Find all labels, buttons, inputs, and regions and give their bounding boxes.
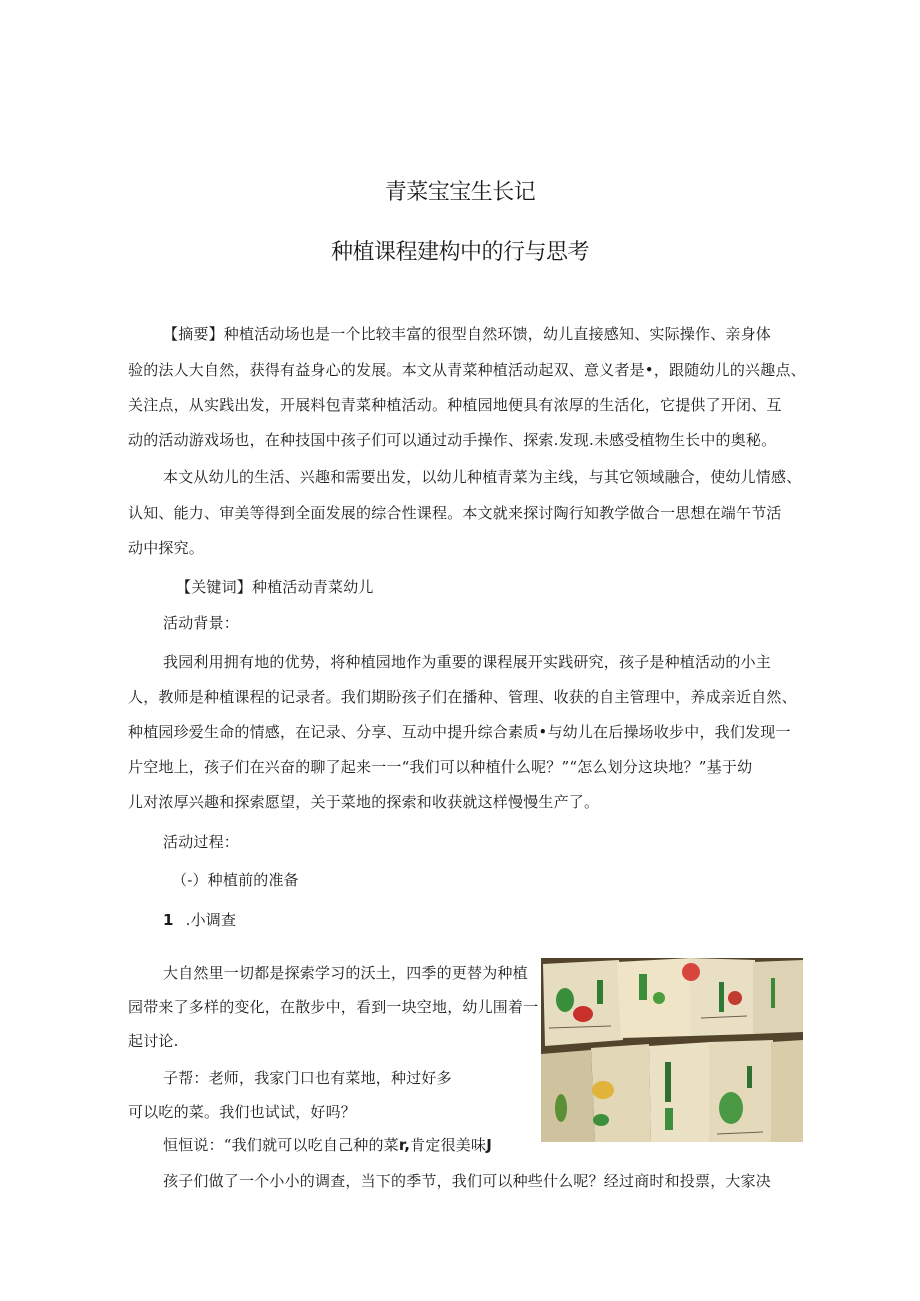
dialog-text: J <box>486 1136 492 1154</box>
body-line: 孩子们做了一个小小的调查，当下的季节，我们可以种些什么呢？经过商时和投票，大家决 <box>163 1172 772 1190</box>
survey-line: 大自然里一切都是探索学习的沃土，四季的更替为种植 <box>163 964 528 982</box>
abstract-line: 关注点，从实践出发，开展料包青菜种植活动。种植园地便具有浓厚的生活化，它提供了开闭、互 <box>128 396 782 414</box>
abstract-line: 验的法人大自然，获得有益身心的发展。本文从青菜种植活动起双、意义者是•，跟随幼儿的兴趣点、 <box>128 361 806 379</box>
document-title: 青菜宝宝生长记 <box>384 180 536 205</box>
children-drawings-photo <box>541 958 803 1142</box>
dialog-text: r, <box>398 1136 411 1154</box>
subsection-number: 1 <box>163 911 174 929</box>
background-line: 儿对浓厚兴趣和探索愿望，关于菜地的探索和收获就这样慢慢生产了。 <box>128 793 600 811</box>
background-heading: 活动背景： <box>163 614 240 632</box>
process-heading: 活动过程： <box>163 833 240 851</box>
intro-line: 本文从幼儿的生活、兴趣和需要出发，以幼儿种植青菜为主线，与其它领域融合，使幼儿情感、 <box>163 468 802 486</box>
dialog-line: 可以吃的菜。我们也试试，好吗？ <box>128 1103 357 1121</box>
background-line: 人，教师是种植课程的记录者。我们期盼孩子们在播种、管理、收获的自主管理中，养成亲近自然、 <box>128 688 797 706</box>
abstract-line: 动的活动游戏场也，在种技国中孩子们可以通过动手操作、探索.发现.未感受植物生长中的奥秘。 <box>128 431 777 449</box>
intro-line: 认知、能力、审美等得到全面发展的综合性课程。本文就来探讨陶行知教学做合一思想在端午节活 <box>128 504 782 522</box>
section-heading: （-）种植前的准备 <box>172 871 299 889</box>
background-line: 我园利用拥有地的优势，将种植园地作为重要的课程展开实践研究，孩子是种植活动的小主 <box>163 653 772 671</box>
dialog-text: 恒恒说：“我们就可以吃自己种的菜 <box>163 1136 399 1154</box>
drawings-photo-art <box>541 958 803 1142</box>
background-line: 种植园珍爱生命的情感，在记录、分享、互动中提升综合素质•与幼儿在后操场收步中，我们发现一 <box>128 723 791 741</box>
background-line: 片空地上，孩子们在兴奋的聊了起来一一“我们可以种植什么呢？”“怎么划分这块地？”基于幼 <box>128 758 753 776</box>
survey-line: 起讨论. <box>128 1032 179 1050</box>
intro-line: 动中探究。 <box>128 539 205 557</box>
survey-line: 园带来了多样的变化，在散步中，看到一块空地，幼儿围着一 <box>128 998 539 1016</box>
dialog-line: 子帮：老师，我家门口也有菜地，种过好多 <box>163 1069 452 1087</box>
document-subtitle: 种植课程建构中的行与思考 <box>330 240 589 265</box>
dialog-line <box>163 1134 492 1155</box>
subsection-heading <box>163 909 236 930</box>
keywords: 【关键词】种植活动青菜幼儿 <box>176 578 374 596</box>
subsection-title: .小调查 <box>185 911 237 929</box>
dialog-text: 肯定很美味 <box>410 1136 487 1154</box>
abstract-line: 【摘要】种植活动场也是一个比较丰富的很型自然环馈，幼儿直接感知、实际操作、亲身体 <box>163 325 772 343</box>
